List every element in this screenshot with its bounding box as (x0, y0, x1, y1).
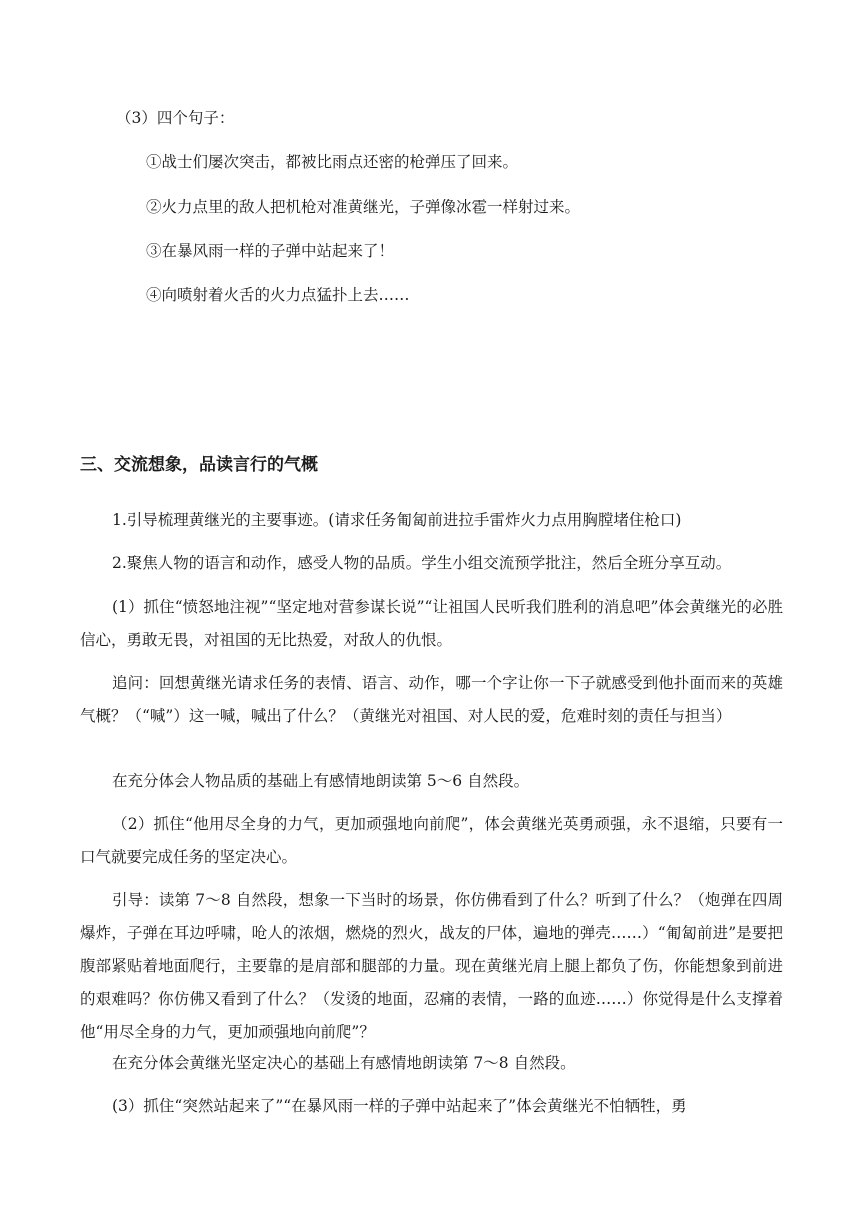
paragraph-6: （2）抓住“他用尽全身的力气，更加顽强地向前爬”，体会黄继光英勇顽强，永不退缩，只要有一口气就要完成任务的坚定决心。 (80, 815, 783, 866)
paragraph-8: 在充分体会黄继光坚定决心的基础上有感情地朗读第 7～8 自然段。 (112, 1054, 576, 1072)
paragraph-4: 追问：回想黄继光请求任务的表情、语言、动作，哪一个字让你一下子就感受到他扑面而来的英雄气概？（“喊”）这一喊，喊出了什么？（黄继光对祖国、对人民的爱，危难时刻的责任与担当） (80, 674, 783, 725)
section-heading: 三、交流想象，品读言行的气概 (80, 455, 318, 475)
paragraph-9: (3）抓住“突然站起来了”“在暴风雨一样的子弹中站起来了”体会黄继光不怕牺牲，勇 (112, 1097, 687, 1115)
paragraph-5: 在充分体会人物品质的基础上有感情地朗读第 5～6 自然段。 (112, 772, 530, 790)
sentence-item-4: ④向喷射着火舌的火力点猛扑上去…… (146, 286, 410, 304)
paragraph-2: 2.聚焦人物的语言和动作，感受人物的品质。学生小组交流预学批注，然后全班分享互动。 (112, 554, 732, 572)
sentence-item-2: ②火力点里的敌人把机枪对准黄继光，子弹像冰雹一样射过来。 (146, 198, 581, 216)
sentence-item-3: ③在暴风雨一样的子弹中站起来了！ (146, 242, 395, 260)
paragraph-1: 1.引导梳理黄继光的主要事迹。(请求任务匍匐前进拉手雷炸火力点用胸膛堵住枪口) (112, 511, 682, 529)
sentence-item-1: ①战士们屡次突击，都被比雨点还密的枪弹压了回来。 (146, 153, 519, 171)
paragraph-7: 引导：读第 7～8 自然段，想象一下当时的场景，你仿佛看到了什么？听到了什么？（炮弹在四周爆炸，子弹在耳边呼啸，呛人的浓烟，燃烧的烈火，战友的尸体，遍地的弹壳……）“匍匐前进”是要把腹部紧贴着地面爬行，主要靠的是肩部和腿部的力量。现在黄继光肩上腿上都负了伤，你能想象到前进的艰难吗？你仿佛又看到了什么？（发烫的地面，忍痛的表情，一路的血迹……）你觉得是什么支撑着他“用尽全身的力气，更加顽强地向前爬”？ (80, 891, 783, 1041)
sentence-list-label: （3）四个句子： (116, 109, 235, 127)
paragraph-3: (1）抓住“愤怒地注视”“坚定地对营参谋长说”“让祖国人民听我们胜利的消息吧”体会黄继光的必胜信心，勇敢无畏，对祖国的无比热爱，对敌人的仇恨。 (80, 598, 783, 649)
